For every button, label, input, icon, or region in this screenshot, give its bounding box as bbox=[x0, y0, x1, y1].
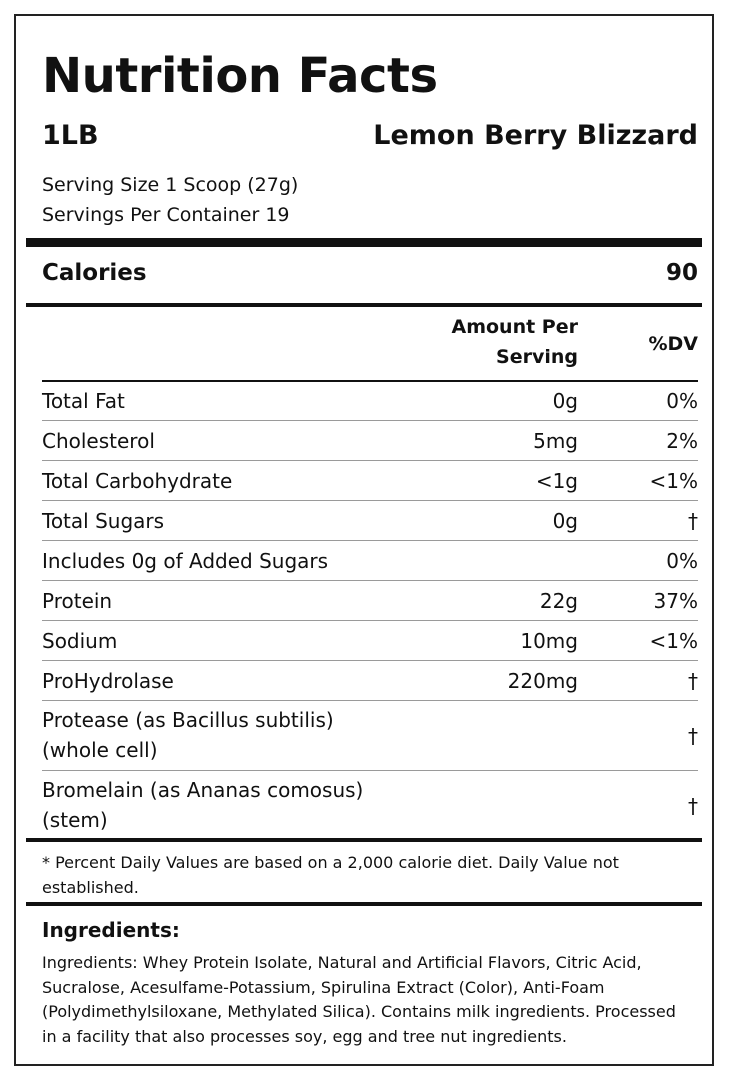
row-name: Sodium bbox=[42, 629, 118, 653]
medium-divider bbox=[26, 303, 702, 307]
label-title: Nutrition Facts bbox=[42, 48, 438, 104]
row-divider bbox=[42, 420, 698, 421]
row-amount: <1g bbox=[535, 469, 578, 493]
column-header-dv: %DV bbox=[648, 333, 698, 355]
row-divider bbox=[42, 580, 698, 581]
calories-value: 90 bbox=[665, 260, 698, 286]
row-divider bbox=[42, 500, 698, 501]
ingredients-text: Ingredients: Whey Protein Isolate, Natural and Artificial Flavors, Citric Acid, Sucralose, Acesulfame-Potassium, Spirulina Extract (Color), Anti-Foam (Polydimethylsiloxane, Methylated Silica). Contains milk ingredients. Processed in a facility that also processes soy, egg and tree nut ingredients. bbox=[42, 953, 676, 1046]
row-amount: 5mg bbox=[533, 429, 578, 453]
table-row bbox=[42, 778, 698, 838]
row-dv: 0% bbox=[666, 549, 698, 573]
serving-size: Serving Size 1 Scoop (27g) bbox=[42, 174, 299, 196]
row-name: ProHydrolase bbox=[42, 669, 174, 693]
row-divider bbox=[42, 700, 698, 701]
ingredients-heading: Ingredients: bbox=[42, 918, 180, 942]
row-divider bbox=[42, 770, 698, 771]
row-name: Total Sugars bbox=[42, 509, 165, 533]
row-dv: <1% bbox=[649, 469, 698, 493]
table-bottom-divider bbox=[26, 838, 702, 842]
row-dv: 37% bbox=[653, 589, 698, 613]
row-name: Total Carbohydrate bbox=[42, 469, 233, 493]
row-name-line2: (stem) bbox=[42, 808, 108, 832]
row-name-line1: Bromelain (as Ananas comosus) bbox=[42, 778, 364, 802]
ingredients-divider bbox=[26, 902, 702, 906]
product-size: 1LB bbox=[42, 120, 99, 151]
column-header-amount-line1: Amount Per bbox=[451, 316, 578, 338]
row-dv: 0% bbox=[666, 389, 698, 413]
product-flavor: Lemon Berry Blizzard bbox=[373, 120, 698, 151]
row-dv: † bbox=[688, 794, 698, 818]
nutrition-label bbox=[14, 14, 714, 1066]
row-name: Includes 0g of Added Sugars bbox=[42, 549, 329, 573]
row-amount: 220mg bbox=[507, 669, 578, 693]
servings-per-container: Servings Per Container 19 bbox=[42, 204, 290, 226]
column-header-amount-line2: Serving bbox=[496, 346, 578, 368]
row-dv: <1% bbox=[649, 629, 698, 653]
row-divider bbox=[42, 660, 698, 661]
row-name: Cholesterol bbox=[42, 429, 155, 453]
calories-label: Calories bbox=[42, 260, 147, 286]
thick-divider bbox=[26, 238, 702, 247]
row-dv: † bbox=[688, 669, 698, 693]
row-amount: 0g bbox=[552, 509, 578, 533]
row-name: Total Fat bbox=[42, 389, 125, 413]
row-amount: 10mg bbox=[520, 629, 578, 653]
row-name: Protein bbox=[42, 589, 113, 613]
row-dv: † bbox=[688, 509, 698, 533]
row-name-line2: (whole cell) bbox=[42, 738, 158, 762]
header-divider bbox=[42, 380, 698, 382]
row-name-line1: Protease (as Bacillus subtilis) bbox=[42, 708, 334, 732]
row-divider bbox=[42, 460, 698, 461]
row-amount: 22g bbox=[539, 589, 578, 613]
row-divider bbox=[42, 620, 698, 621]
row-amount: 0g bbox=[552, 389, 578, 413]
row-dv: 2% bbox=[666, 429, 698, 453]
table-row bbox=[42, 708, 698, 768]
row-divider bbox=[42, 540, 698, 541]
footnote: * Percent Daily Values are based on a 2,000 calorie diet. Daily Value not established. bbox=[42, 853, 619, 897]
column-header-amount bbox=[452, 312, 579, 372]
row-dv: † bbox=[688, 724, 698, 748]
